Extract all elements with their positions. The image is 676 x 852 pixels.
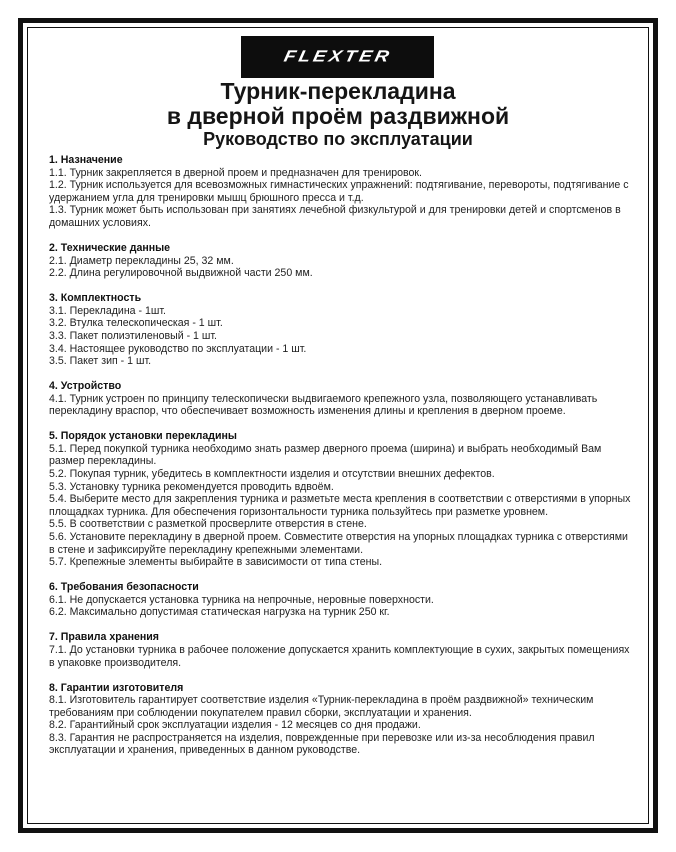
manual-section [49, 154, 635, 230]
page-title-line1: Турник-перекладина [220, 78, 456, 104]
page-subtitle: Руководство по эксплуатации [203, 129, 473, 149]
section-item: 5.2. Покупая турник, убедитесь в комплектности изделия и отсутствии внешних дефектов. [49, 468, 495, 481]
manual-section [49, 292, 635, 368]
section-title: 4. Устройство [49, 380, 122, 393]
section-item: 6.1. Не допускается установка турника на непрочные, неровные поверхности. [49, 593, 434, 606]
section-item: 3.3. Пакет полиэтиленовый - 1 шт. [49, 329, 217, 342]
manual-section [49, 430, 635, 569]
manual-section [49, 242, 635, 280]
manual-section [49, 631, 635, 669]
section-item: 8.3. Гарантия не распространяется на изделия, поврежденные при перевозке или из-за несоблюдения правил эксплуатации и хранения, приведенных в данном руководстве. [49, 731, 595, 757]
section-item: 5.3. Установку турника рекомендуется проводить вдвоём. [49, 480, 334, 493]
section-item: 1.3. Турник может быть использован при занятиях лечебной физкультурой и для тренировки детей и спортсменов в домашних условиях. [49, 204, 621, 229]
section-item: 8.2. Гарантийный срок эксплуатации изделия - 12 месяцев со дня продажи. [49, 719, 421, 732]
manual-section [49, 682, 635, 758]
section-item: 3.1. Перекладина - 1шт. [49, 304, 166, 317]
section-title: 7. Правила хранения [49, 631, 159, 644]
section-item: 3.4. Настоящее руководство по эксплуатации - 1 шт. [49, 342, 307, 355]
brand-logo-text: FLEXTER [281, 47, 394, 66]
manual-section [49, 581, 635, 619]
section-item: 2.2. Длина регулировочной выдвижной части 250 мм. [49, 267, 313, 280]
section-item: 7.1. До установки турника в рабочее положение допускается хранить комплектующие в сухих, закрытых помещениях в упаковке производителя. [49, 643, 630, 669]
section-item: 5.6. Установите перекладину в дверной проем. Совместите отверстия на упорных площадках турника с отверстиями в стене и зафиксируйте перекладину крепежными элементами. [49, 531, 628, 556]
section-title: 8. Гарантии изготовителя [49, 681, 184, 694]
section-title: 6. Требования безопасности [49, 581, 199, 594]
section-title: 1. Назначение [49, 154, 123, 166]
section-item: 1.1. Турник закрепляется в дверной проем и предназначен для тренировок. [49, 166, 422, 179]
manual-content [49, 154, 635, 769]
manual-section [49, 380, 635, 418]
section-item: 4.1. Турник устроен по принципу телескопически выдвигаемого крепежного узла, позволяющего устанавливать перекладину враспор, что обеспечивает возможность изменения длины и крепления в дверном проеме. [49, 392, 598, 418]
section-item: 5.4. Выберите место для закрепления турника и разметьте места крепления в соответствии с отверстиями в упорных площадках турника. Для обеспечения горизонтальности турника пользуйтесь при разметке уровнем. [49, 493, 631, 518]
section-item: 6.2. Максимально допустимая статическая нагрузка на турник 250 кг. [49, 606, 390, 619]
page-title-line2: в дверной проём раздвижной [166, 103, 510, 129]
section-item: 1.2. Турник используется для всевозможных гимнастических упражнений: подтягивание, перевороты, подтягивание с удержанием угла для тренировки мышц брюшного пресса и т.д. [49, 179, 629, 204]
section-item: 2.1. Диаметр перекладины 25, 32 мм. [49, 254, 234, 267]
section-title: 2. Технические данные [49, 241, 171, 254]
section-title: 3. Комплектность [49, 292, 142, 305]
brand-logo [241, 36, 434, 78]
section-item: 5.7. Крепежные элементы выбирайте в зависимости от типа стены. [49, 556, 383, 569]
section-item: 8.1. Изготовитель гарантирует соответствие изделия «Турник-перекладина в проём раздвижной» техническим требованиям при соблюдении покупателем правил сборки, эксплуатации и хранения. [49, 694, 594, 719]
section-item: 5.1. Перед покупкой турника необходимо знать размер дверного проема (ширина) и выбрать необходимый Вам размер перекладины. [49, 442, 602, 468]
section-item: 5.5. В соответствии с разметкой просверлите отверстия в стене. [49, 518, 367, 531]
section-item: 3.2. Втулка телескопическая - 1 шт. [49, 317, 223, 330]
section-item: 3.5. Пакет зип - 1 шт. [49, 355, 152, 368]
section-title: 5. Порядок установки перекладины [49, 430, 237, 443]
